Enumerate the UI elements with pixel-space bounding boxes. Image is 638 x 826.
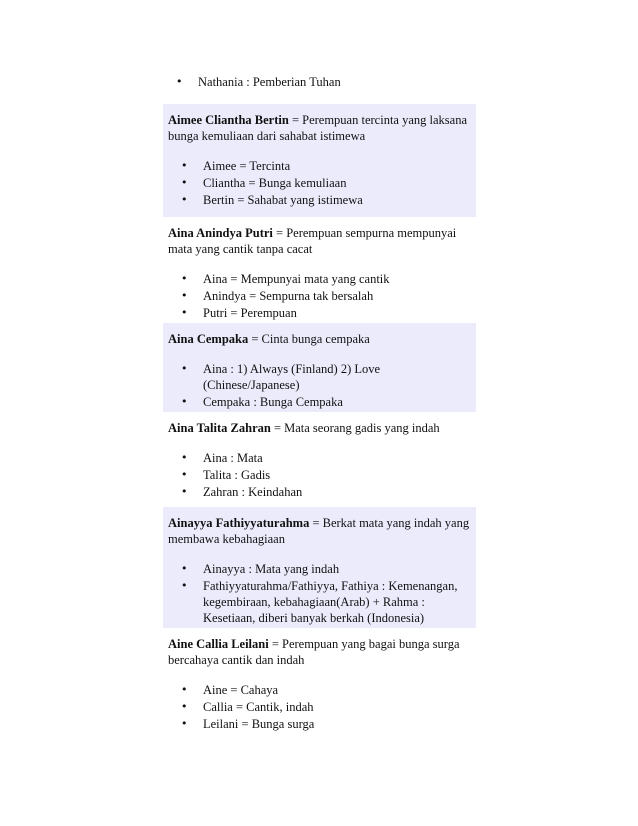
intro-list <box>163 74 476 91</box>
entry-meaning: = Perempuan tercinta yang laksana bunga kemuliaan dari sahabat istimewa <box>168 113 467 143</box>
list-item: • Nathania : Pemberian Tuhan <box>163 74 476 90</box>
entry-breakdown-list <box>168 361 471 410</box>
list-item: • Aina : 1) Always (Finland) 2) Love (Chinese/Japanese) <box>168 361 471 393</box>
entry-meaning: = Perempuan yang bagai bunga surga bercahaya cantik dan indah <box>168 637 460 667</box>
list-item: • Bertin = Sahabat yang istimewa <box>168 192 471 208</box>
entry-meaning: = Perempuan sempurna mempunyai mata yang cantik tanpa cacat <box>168 226 457 256</box>
entry-heading <box>168 112 471 144</box>
entry-breakdown-list <box>168 450 471 500</box>
list-item: • Aina : Mata <box>168 450 471 466</box>
entry-name: Aina Talita Zahran <box>168 421 271 435</box>
entry-name: Aina Cempaka <box>168 332 249 346</box>
entry-name: Aimee Cliantha Bertin <box>168 113 289 127</box>
entry-name: Ainayya Fathiyyaturahma <box>168 516 310 530</box>
name-entry-aina-anindya <box>163 217 476 323</box>
entry-meaning: = Berkat mata yang indah yang membawa kebahagiaan <box>168 516 470 546</box>
list-item: • Aine = Cahaya <box>168 682 471 698</box>
list-item: • Anindya = Sempurna tak bersalah <box>168 288 471 304</box>
name-entry-aina-cempaka <box>163 323 476 412</box>
entry-meaning: = Cinta bunga cempaka <box>248 332 370 346</box>
list-item: • Leilani = Bunga surga <box>168 716 471 732</box>
list-item: • Cempaka : Bunga Cempaka <box>168 394 471 410</box>
list-item: • Callia = Cantik, indah <box>168 699 471 715</box>
list-item: • Ainayya : Mata yang indah <box>168 561 471 577</box>
name-entry-aine <box>163 628 476 731</box>
entry-breakdown-list <box>168 561 471 626</box>
list-item: • Zahran : Keindahan <box>168 484 471 500</box>
name-entry-aina-talita <box>163 412 476 507</box>
entry-heading <box>168 515 471 547</box>
list-item: • Putri = Perempuan <box>168 305 471 321</box>
entry-name: Aina Anindya Putri <box>168 226 273 240</box>
list-item: • Aina = Mempunyai mata yang cantik <box>168 271 471 287</box>
entry-breakdown-list <box>168 682 471 732</box>
entry-meaning: = Mata seorang gadis yang indah <box>270 421 440 435</box>
entry-heading <box>168 420 471 436</box>
list-item: • Fathiyyaturahma/Fathiyya, Fathiya : Kemenangan, kegembiraan, kebahagiaan(Arab) + Rahma : Kesetiaan, diberi banyak berkah (Indonesia) <box>168 578 471 626</box>
entry-name: Aine Callia Leilani <box>168 637 269 651</box>
entry-heading <box>168 636 471 668</box>
list-item: • Aimee = Tercinta <box>168 158 471 174</box>
entry-breakdown-list <box>168 271 471 321</box>
entry-heading <box>168 225 471 257</box>
entry-breakdown-list <box>168 158 471 208</box>
entry-heading <box>168 331 471 347</box>
name-entry-ainayya <box>163 507 476 628</box>
list-item: • Talita : Gadis <box>168 467 471 483</box>
list-item: • Cliantha = Bunga kemuliaan <box>168 175 471 191</box>
name-entry-aimee <box>163 104 476 217</box>
